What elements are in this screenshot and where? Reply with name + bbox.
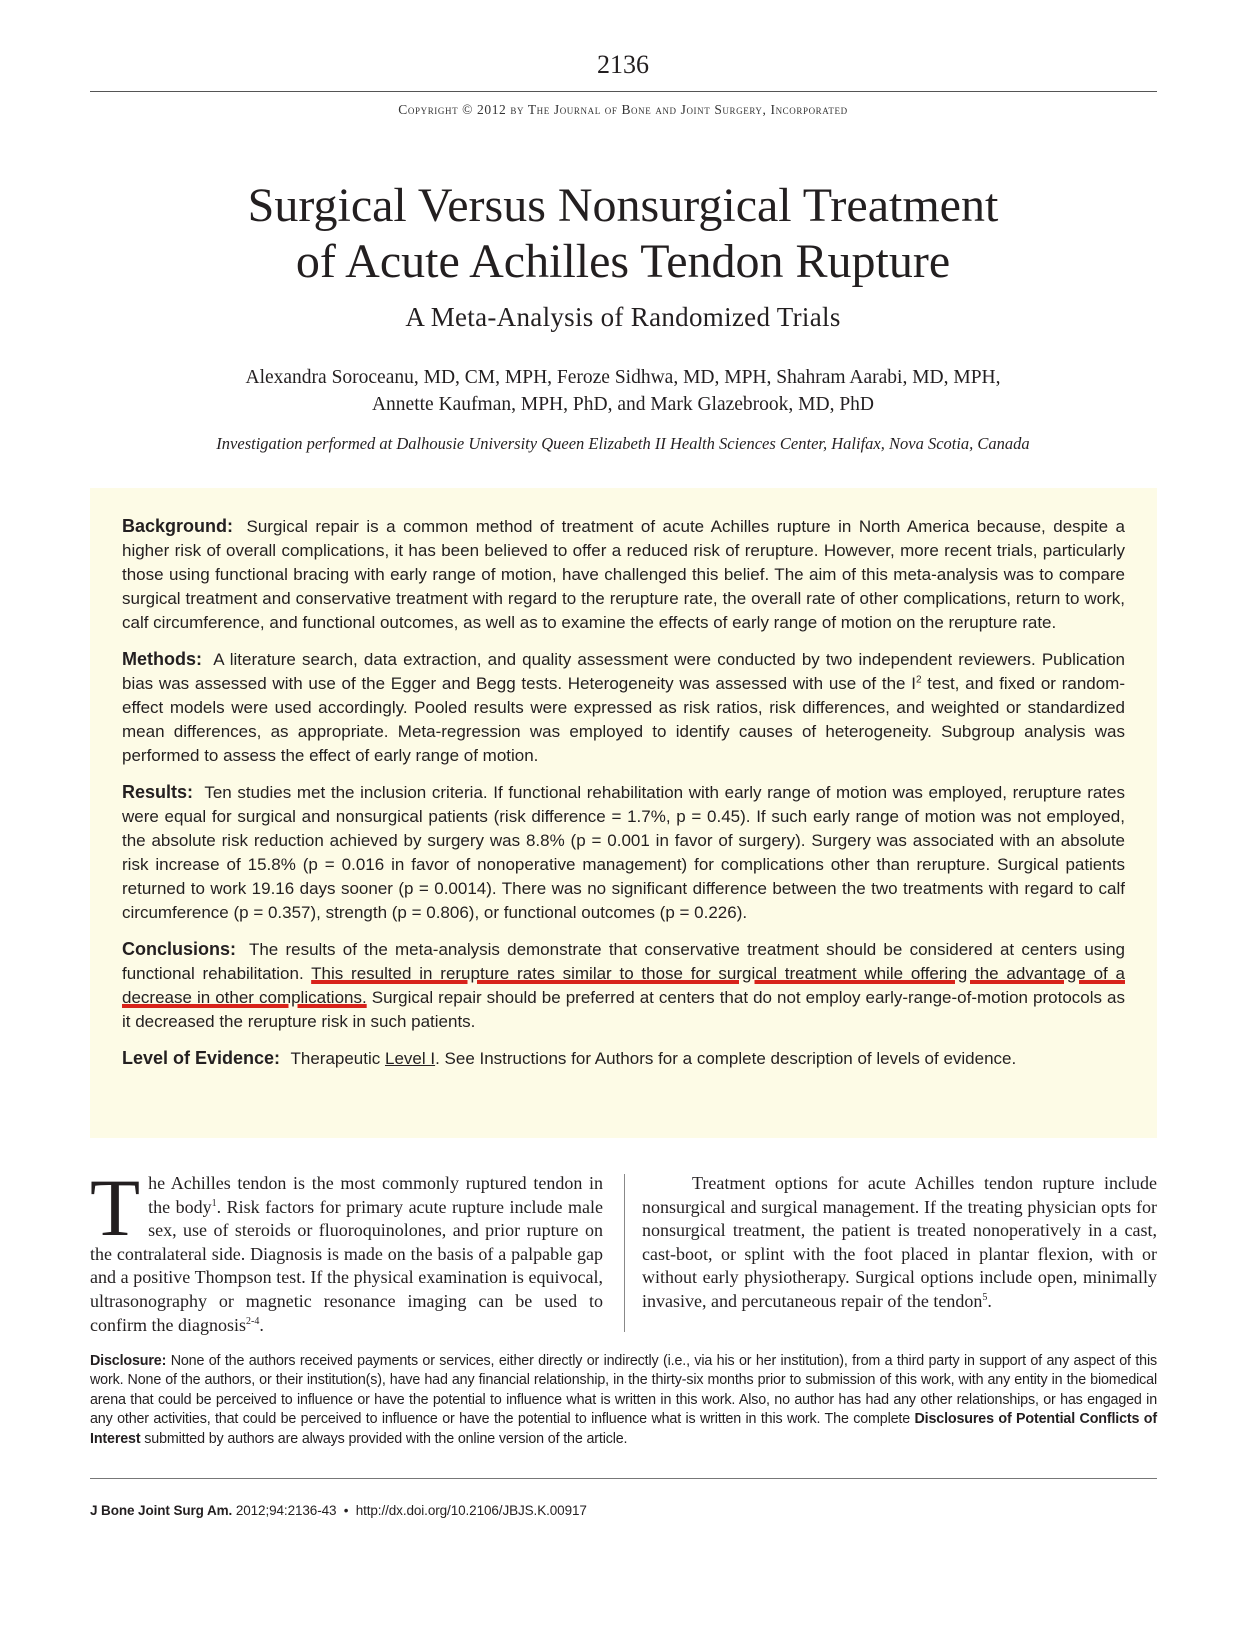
authors-line-1: Alexandra Soroceanu, MD, CM, MPH, Feroze Sidhwa, MD, MPH, Shahram Aarabi, MD, MPH, — [245, 367, 1001, 388]
footer-rule — [90, 1478, 1157, 1479]
abstract-conclusions — [122, 937, 1125, 1034]
article-subtitle: A Meta-Analysis of Randomized Trials — [405, 302, 841, 332]
title-line-2: of Acute Achilles Tendon Rupture — [295, 235, 951, 288]
results-text: Ten studies met the inclusion criteria. If functional rehabilitation with early range of motion was employed, rerupture rates were equal for surgical and nonsurgical patients (risk difference = 1.7%, p = 0.45). If such early range of motion was not employed, the absolute risk reduction achieved by surgery was 8.8% (p = 0.001 in favor of surgery). Surgery was associated with an absolute risk increase of 15.8% (p = 0.016 in favor of nonoperative management) for complications other than rerupture. Surgical patients returned to work 19.16 days sooner (p = 0.0014). There was no significant difference between the two treatments with regard to calf circumference (p = 0.357), strength (p = 0.806), or functional outcomes (p = 0.226). — [122, 783, 1125, 922]
methods-text-a: A literature search, data extraction, and quality assessment were conducted by two independent reviewers. Publication bias was assessed with use of the Egger and Begg tests. Heterogeneity was assessed with use of the I — [122, 650, 1125, 693]
doi-link[interactable]: http://dx.doi.org/10.2106/JBJS.K.00917 — [355, 1503, 587, 1518]
abstract-results — [122, 780, 1125, 925]
disclosure-text-a: None of the authors received payments or services, either directly or indirectly (i.e., via his or her institution), from a third party in support of any aspect of this work. None of the authors, or their institution(s), have had any financial relationship, in the thirty-six months prior to submission of this work, with any entity in the biomedical arena that could be perceived to influence or have the potential to influence what is written in this work. Also, no author has had any other relationships, or has engaged in any other activities, that could be perceived to influence or have the potential to influence what is written in this work. The complete — [90, 1353, 1157, 1428]
reference-superscript: 5 — [982, 1291, 988, 1303]
intro-paragraph — [90, 1162, 603, 1337]
conclusions-text-b: Surgical repair should be preferred at centers that do not employ early-range-of-motion protocols as it decreased the rerupture risk in such patients. — [122, 988, 1125, 1031]
disclosure-text-b: submitted by authors are always provided with the online version of the article. — [140, 1430, 628, 1447]
evidence-text-b: . See Instructions for Authors for a complete description of levels of evidence. — [435, 1049, 1017, 1068]
right-text-a: Treatment options for acute Achilles tendon rupture include nonsurgical and surgical management. If the treating physician opts for nonsurgical treatment, the patient is treated nonoperatively in a cast, cast-boot, or splint with the foot placed in plantar flexion, with or without early physiotherapy. Surgical options include open, minimally invasive, and percutaneous repair of the tendon — [642, 1173, 1157, 1311]
page-number: 2136 — [597, 50, 649, 79]
methods-superscript: 2 — [915, 674, 922, 686]
institution-line: Investigation performed at Dalhousie University Queen Elizabeth II Health Sciences Center, Halifax, Nova Scotia, Canada — [216, 434, 1030, 453]
disclosure-statement — [90, 1352, 1157, 1449]
volume-pages: 2012;94:2136-43 — [232, 1503, 337, 1518]
conclusions-label: Conclusions: — [122, 939, 237, 959]
reference-superscript: 2-4 — [245, 1315, 260, 1327]
results-label: Results: — [122, 782, 194, 802]
level-of-evidence-link[interactable]: Level I — [384, 1049, 436, 1068]
abstract-level-of-evidence — [122, 1046, 1125, 1071]
body-column-right — [642, 1172, 1157, 1314]
author-list — [0, 364, 1246, 418]
abstract-box — [90, 488, 1157, 1138]
body-column-left — [90, 1162, 603, 1337]
reference-superscript: 1 — [211, 1197, 217, 1209]
abstract-methods — [122, 647, 1125, 768]
treatment-paragraph — [642, 1172, 1157, 1314]
highlighted-sentence: This resulted in rerupture rates similar to those for surgical treatment while offering the advantage of a decrease in other complications. — [122, 964, 1125, 1007]
abstract-background — [122, 514, 1125, 635]
evidence-label: Level of Evidence: — [122, 1048, 281, 1068]
methods-text-b: test, and fixed or random-effect models were used accordingly. Pooled results were expressed as risk ratios, risk differences, and weighted or standardized mean differences, as appropriate. Meta-regression was employed to identify causes of heterogeneity. Subgroup analysis was performed to assess the effect of early range of motion. — [122, 674, 1125, 765]
title-line-1: Surgical Versus Nonsurgical Treatment — [247, 179, 999, 232]
evidence-text-a: Therapeutic — [290, 1049, 385, 1068]
column-divider — [624, 1174, 625, 1332]
header-rule — [90, 91, 1157, 92]
left-text-a: he Achilles tendon is the most commonly ruptured tendon in the body — [148, 1173, 603, 1217]
right-text-b: . — [987, 1290, 992, 1311]
background-text: Surgical repair is a common method of treatment of acute Achilles rupture in North America because, despite a higher risk of overall complications, it has been believed to offer a reduced risk of rerupture. However, more recent trials, particularly those using functional bracing with early range of motion, have challenged this belief. The aim of this meta-analysis was to compare surgical treatment and conservative treatment with regard to the rerupture rate, the overall rate of other complications, return to work, calf circumference, and functional outcomes, as well as to examine the effects of early range of motion on the rerupture rate. — [122, 517, 1126, 632]
authors-line-2: Annette Kaufman, MPH, PhD, and Mark Glazebrook, MD, PhD — [371, 394, 875, 415]
methods-label: Methods: — [122, 649, 202, 669]
disclosure-label: Disclosure: — [90, 1353, 167, 1369]
copyright-line: Copyright © 2012 by The Journal of Bone and Joint Surgery, Incorporated — [398, 102, 848, 117]
journal-abbrev: J Bone Joint Surg Am. — [90, 1503, 233, 1518]
article-title — [0, 178, 1246, 290]
background-label: Background: — [122, 516, 234, 536]
left-text-b: . Risk factors for primary acute rupture include male sex, use of steroids or fluoroquinolones, and prior rupture on the contralateral side. Diagnosis is made on the basis of a palpable gap and a positive Thompson test. If the physical examination is equivocal, ultrasonography or magnetic resonance imaging can be used to confirm the diagnosis — [90, 1196, 603, 1335]
disclosure-bold-phrase: Disclosures of Potential Conflicts of Interest — [90, 1411, 1157, 1447]
bullet-separator: • — [343, 1503, 349, 1518]
conclusions-text-a: The results of the meta-analysis demonstrate that conservative treatment should be considered at centers using functional rehabilitation. — [122, 940, 1125, 983]
citation-footer — [90, 1503, 587, 1518]
drop-cap: T — [90, 1162, 141, 1253]
left-text-c: . — [259, 1314, 264, 1335]
